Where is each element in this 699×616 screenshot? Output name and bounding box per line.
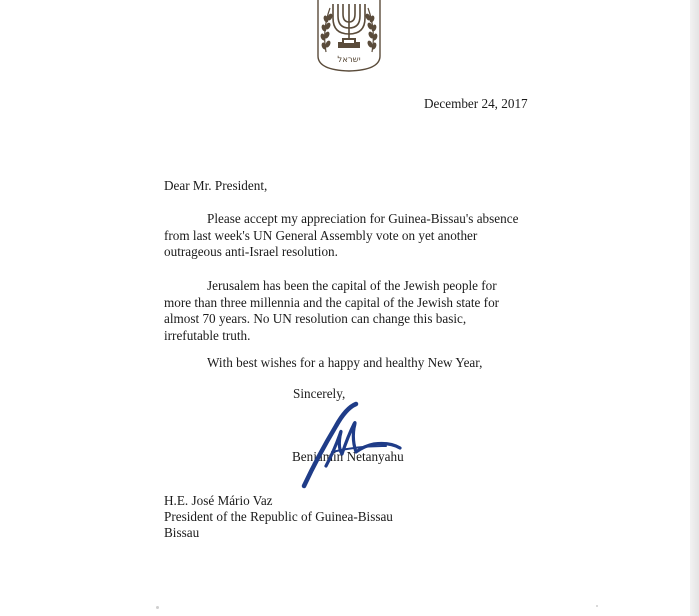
recipient-city: Bissau <box>164 525 200 540</box>
recipient-name: H.E. José Mário Vaz <box>164 493 273 508</box>
paper-speck <box>596 605 598 607</box>
salutation: Dear Mr. President, <box>164 178 268 193</box>
recipient-address <box>164 493 393 541</box>
paragraph-line: irrefutable truth. <box>164 327 251 343</box>
closing: Sincerely, <box>293 386 346 401</box>
paragraph-line: more than three millennia and the capital of the Jewish state for <box>164 294 500 310</box>
paper-speck <box>156 606 159 609</box>
new-year-wishes: With best wishes for a happy and healthy New Year, <box>207 355 483 370</box>
state-emblem-logo <box>314 0 384 72</box>
signer-name: Benjamin Netanyahu <box>292 449 404 464</box>
paragraph-jerusalem <box>164 278 544 344</box>
paragraph-line: almost 70 years. No UN resolution can change this basic, <box>164 311 467 326</box>
paragraph-appreciation <box>164 211 544 261</box>
recipient-title: President of the Republic of Guinea-Bissau <box>164 509 393 524</box>
letter-date: December 24, 2017 <box>424 96 528 111</box>
paragraph-line: from last week's UN General Assembly vote on yet another <box>164 227 478 243</box>
paragraph-line: outrageous anti-Israel resolution. <box>164 244 338 259</box>
paragraph-line: Jerusalem has been the capital of the Jewish people for <box>207 278 497 293</box>
page-edge-shadow <box>690 0 699 616</box>
handwritten-signature <box>296 396 416 491</box>
svg-text:ישראל: ישראל <box>337 55 361 65</box>
paragraph-line: Please accept my appreciation for Guinea-Bissau's absence <box>207 211 519 226</box>
